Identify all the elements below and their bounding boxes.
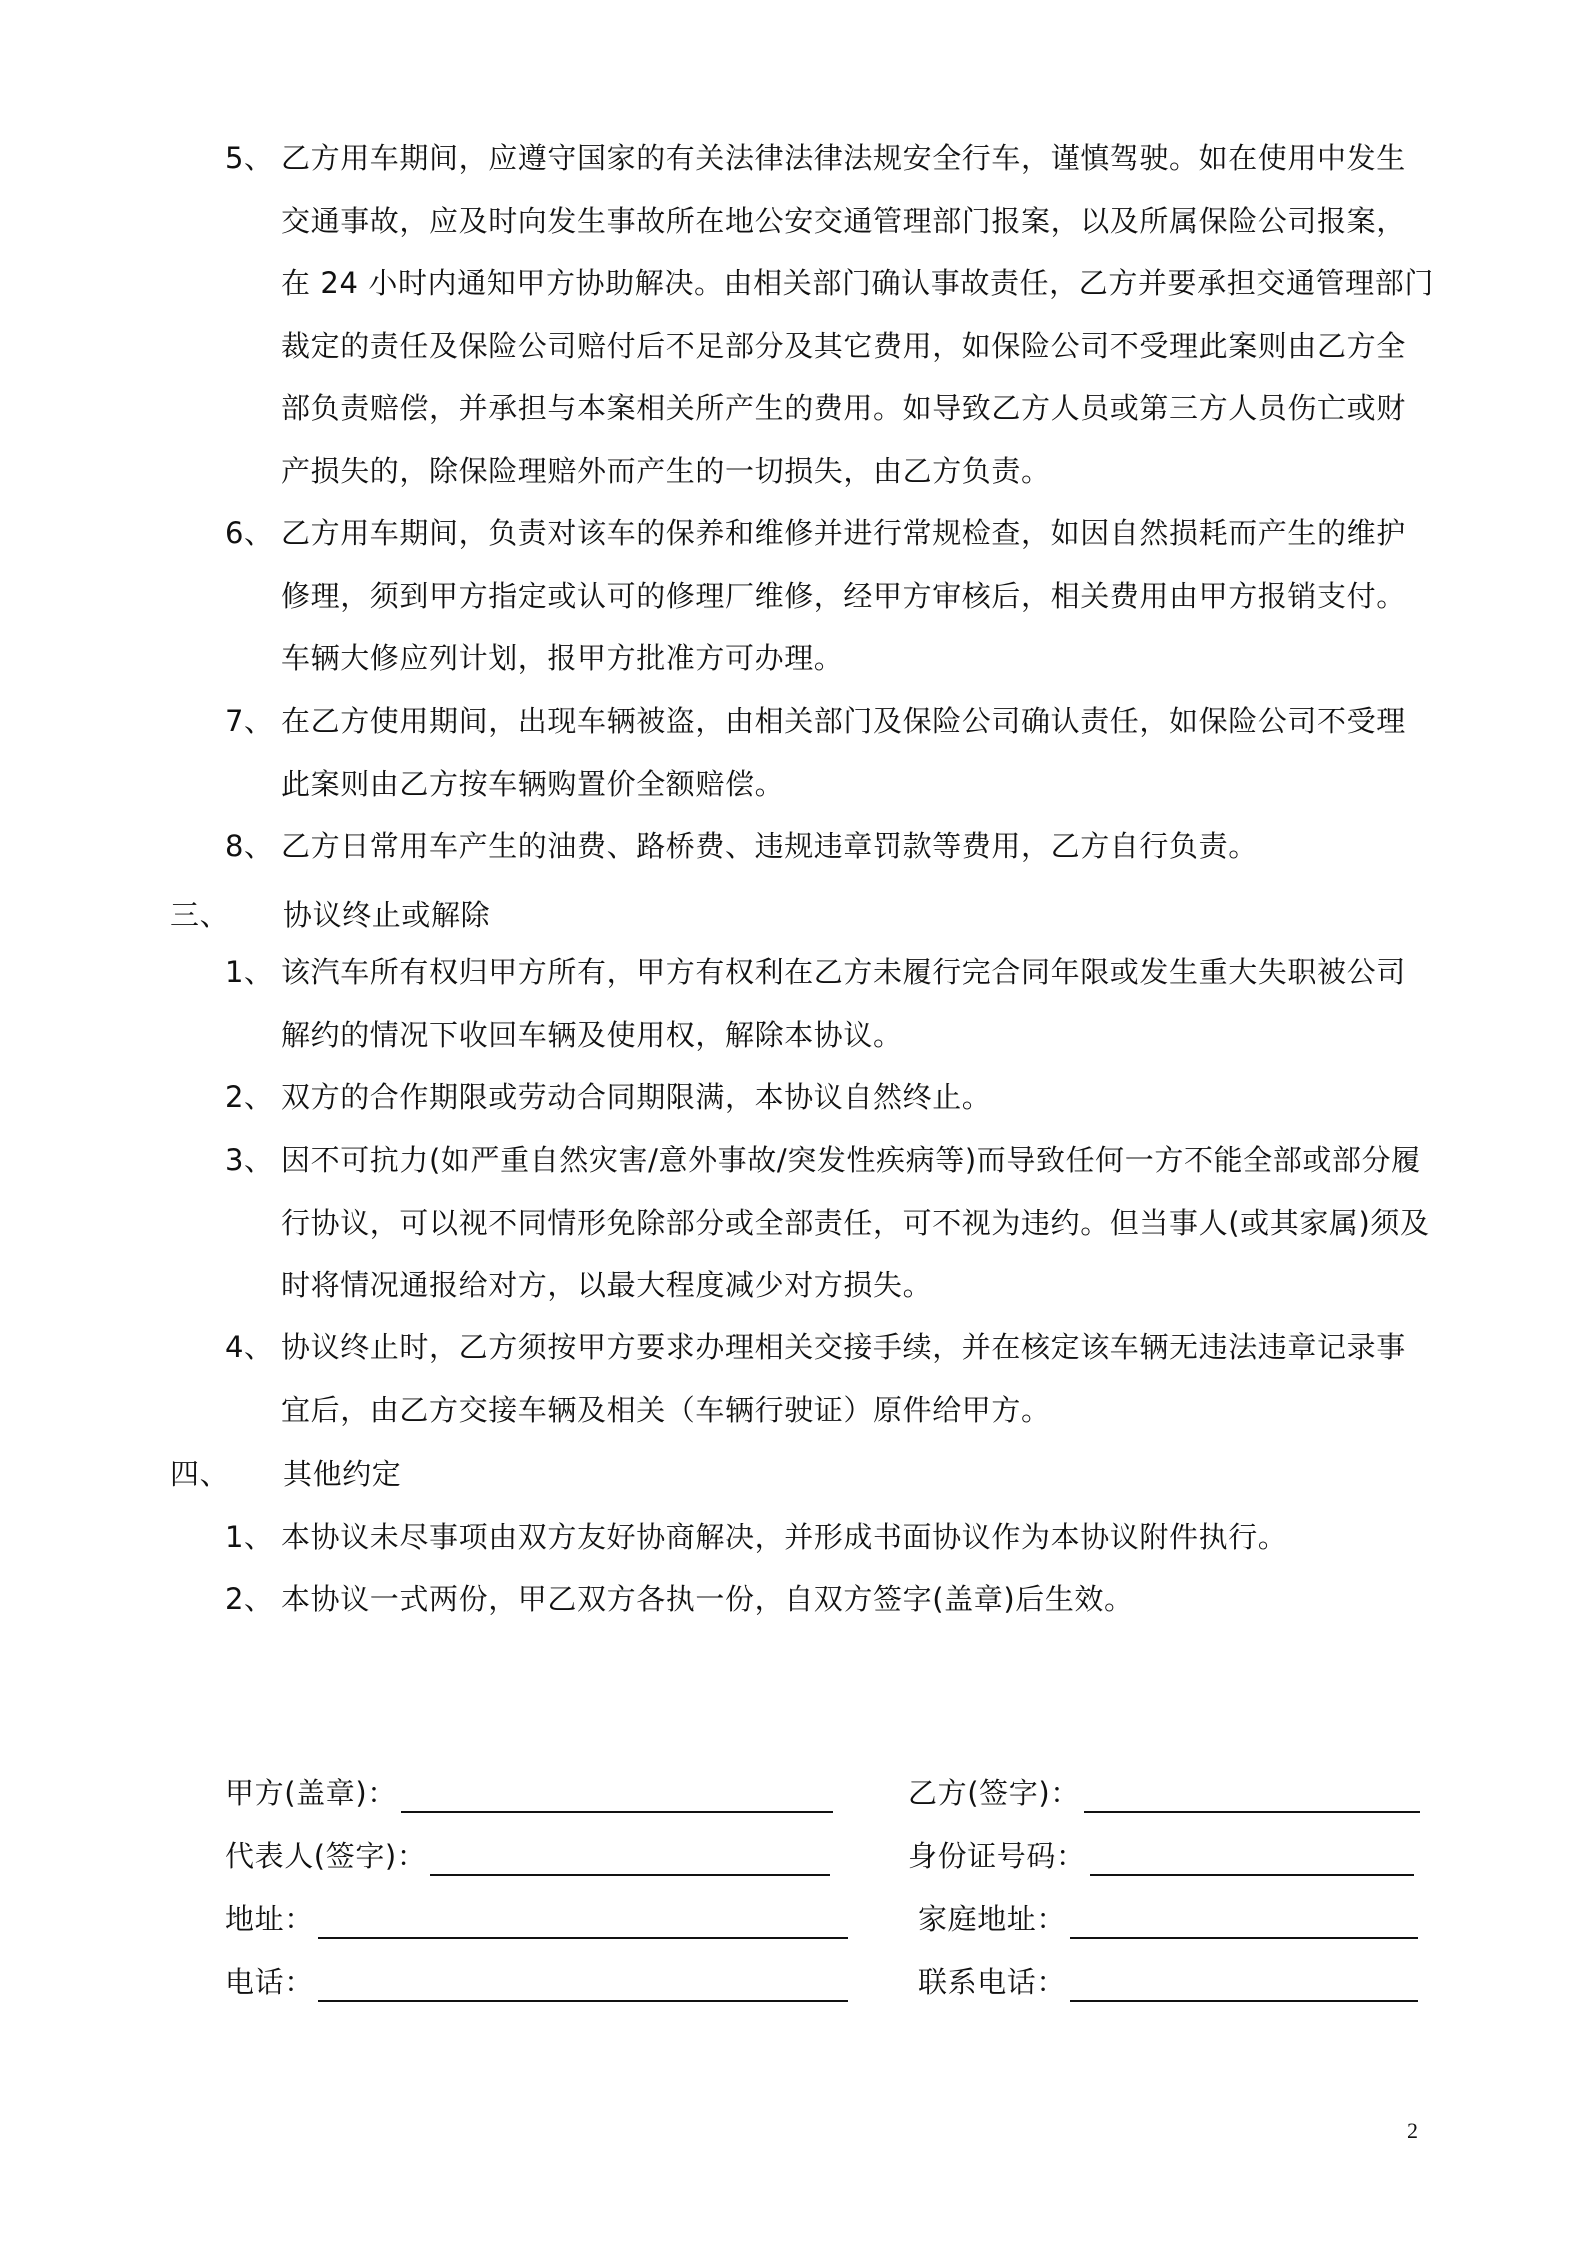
sig-blank-line[interactable] xyxy=(1090,1844,1414,1876)
sig-party-a-seal xyxy=(225,1773,833,1813)
clause-6 xyxy=(225,502,1435,690)
clause-number: 1、 xyxy=(225,955,274,989)
section-title: 协议终止或解除 xyxy=(283,898,491,932)
sig-phone xyxy=(225,1962,848,2002)
clause-number: 7、 xyxy=(225,704,274,738)
sig-home-address xyxy=(918,1899,1418,1939)
section4-clause-1 xyxy=(225,1506,1435,1569)
section3-clause-3 xyxy=(225,1129,1435,1317)
clause-text: 在乙方使用期间，出现车辆被盗，由相关部门及保险公司确认责任，如保险公司不受理此案则由乙方按车辆购置价全额赔偿。 xyxy=(281,704,1406,801)
section3-clause-2 xyxy=(225,1066,1435,1129)
sig-representative xyxy=(225,1836,830,1876)
clause-number: 1、 xyxy=(225,1520,274,1554)
clause-number: 3、 xyxy=(225,1143,274,1177)
clause-text: 本协议未尽事项由双方友好协商解决，并形成书面协议作为本协议附件执行。 xyxy=(281,1520,1288,1554)
clause-text: 乙方日常用车产生的油费、路桥费、违规违章罚款等费用，乙方自行负责。 xyxy=(281,829,1258,863)
sig-id-number xyxy=(908,1836,1414,1876)
clause-7 xyxy=(225,690,1435,815)
section3-clause-1 xyxy=(225,941,1435,1066)
clause-number: 5、 xyxy=(225,141,274,175)
section-number: 四、 xyxy=(170,1457,230,1491)
clause-number: 8、 xyxy=(225,829,274,863)
sig-label: 联系电话： xyxy=(918,1965,1067,1999)
page-number: 2 xyxy=(1407,2118,1418,2143)
sig-address xyxy=(225,1899,848,1939)
clause-text: 乙方用车期间，应遵守国家的有关法律法律法规安全行车，谨慎驾驶。如在使用中发生交通事故，应及时向发生事故所在地公安交通管理部门报案，以及所属保险公司报案，在 24 小时内通知甲方协助解决。由相关部门确认事故责任，乙方并要承担交通管理部门裁定的责任及保险公司赔付后不足部分及其它费用，如保险公司不受理此案则由乙方全部负责赔偿，并承担与本案相关所产生的费用。如导致乙方人员或第三方人员伤亡或财产损失的，除保险理赔外而产生的一切损失，由乙方负责。 xyxy=(281,141,1434,488)
clause-text: 该汽车所有权归甲方所有，甲方有权利在乙方未履行完合同年限或发生重大失职被公司解约的情况下收回车辆及使用权，解除本协议。 xyxy=(281,955,1406,1052)
clause-text: 乙方用车期间，负责对该车的保养和维修并进行常规检查，如因自然损耗而产生的维护修理，须到甲方指定或认可的修理厂维修，经甲方审核后，相关费用由甲方报销支付。车辆大修应列计划，报甲方批准方可办理。 xyxy=(281,516,1406,675)
sig-blank-line[interactable] xyxy=(318,1907,848,1939)
sig-label: 地址： xyxy=(225,1902,314,1936)
section3-clause-4 xyxy=(225,1316,1435,1441)
sig-label: 电话： xyxy=(225,1965,314,1999)
sig-blank-line[interactable] xyxy=(1070,1970,1418,2002)
sig-blank-line[interactable] xyxy=(401,1781,833,1813)
sig-contact-phone xyxy=(918,1962,1418,2002)
clause-number: 4、 xyxy=(225,1330,274,1364)
clause-number: 6、 xyxy=(225,516,274,550)
section4-clause-2 xyxy=(225,1568,1435,1631)
clause-text: 协议终止时，乙方须按甲方要求办理相关交接手续，并在核定该车辆无违法违章记录事宜后，由乙方交接车辆及相关（车辆行驶证）原件给甲方。 xyxy=(281,1330,1406,1427)
sig-label: 家庭地址： xyxy=(918,1902,1067,1936)
sig-blank-line[interactable] xyxy=(1070,1907,1418,1939)
clause-text: 本协议一式两份，甲乙双方各执一份，自双方签字(盖章)后生效。 xyxy=(281,1582,1134,1616)
clause-text: 双方的合作期限或劳动合同期限满，本协议自然终止。 xyxy=(281,1080,992,1114)
clause-number: 2、 xyxy=(225,1582,274,1616)
sig-blank-line[interactable] xyxy=(1084,1781,1420,1813)
clause-number: 2、 xyxy=(225,1080,274,1114)
sig-blank-line[interactable] xyxy=(318,1970,848,2002)
sig-label: 乙方(签字)： xyxy=(908,1776,1080,1810)
sig-label: 甲方(盖章)： xyxy=(225,1776,397,1810)
section-number: 三、 xyxy=(170,898,230,932)
sig-label: 代表人(签字)： xyxy=(225,1839,427,1873)
clause-text: 因不可抗力(如严重自然灾害/意外事故/突发性疾病等)而导致任何一方不能全部或部分履行协议，可以视不同情形免除部分或全部责任，可不视为违约。但当事人(或其家属)须及时将情况通报给对方，以最大程度减少对方损失。 xyxy=(281,1143,1430,1302)
sig-party-b-signature xyxy=(908,1773,1420,1813)
sig-blank-line[interactable] xyxy=(430,1844,830,1876)
clause-5 xyxy=(225,127,1435,502)
section-title: 其他约定 xyxy=(283,1457,402,1491)
sig-label: 身份证号码： xyxy=(908,1839,1086,1873)
clause-8 xyxy=(225,815,1435,878)
